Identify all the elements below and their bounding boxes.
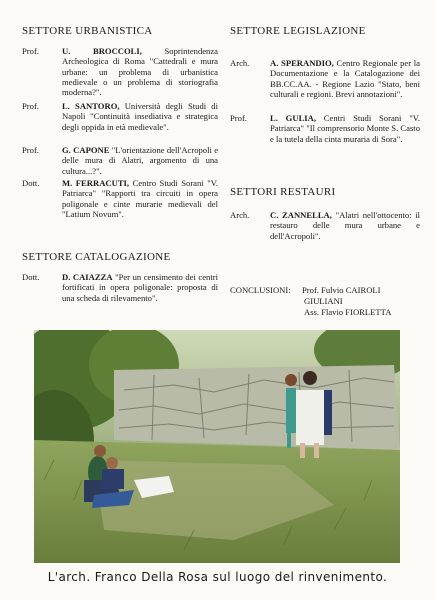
entry-name: A. SPERANDIO, [270, 58, 334, 68]
entry-broccoli [22, 46, 218, 97]
entry-text: "Per un censimento dei centri fortificati in opera poligonale: proposta di una scheda di rilevamento". [62, 272, 218, 303]
entry-role: Dott. [22, 178, 40, 188]
entry-name: M. FERRACUTI, [62, 178, 130, 188]
conclusioni-name-2: Ass. Flavio FIORLETTA [304, 307, 392, 317]
entry-text: Centro Studi Sorani "V. Patriarca" "Rapporti tra circuiti in opera poligonale e cinte murarie medievali del "Latium Novum". [62, 178, 218, 219]
entry-zannella [230, 210, 420, 241]
conclusioni-label: CONCLUSIONI: [230, 285, 291, 295]
entry-text: Centro Regionale per la Documentazione e la Catalogazione dei BB.CC.AA. - Regione Lazio "Stato, beni culturali e regioni. Brevi annotazioni". [270, 58, 420, 99]
heading-legislazione: SETTORE LEGISLAZIONE [230, 25, 366, 37]
entry-role: Prof. [230, 113, 247, 123]
site-photo [34, 330, 400, 563]
entry-text: "L'orientazione dell'Acropoli e delle mura di Alatri, argomento di una cultura...?". [62, 145, 219, 176]
entry-role: Dott. [22, 272, 40, 282]
entry-role: Prof. [22, 101, 39, 111]
entry-role: Arch. [230, 210, 250, 220]
entry-caiazza [22, 272, 218, 303]
entry-role: Prof. [22, 145, 39, 155]
entry-capone [22, 145, 218, 176]
heading-restauri: SETTORI RESTAURI [230, 186, 336, 198]
entry-text: "Alatri nell'ottocento: il restauro delle mura urbane e dell'Acropoli". [270, 210, 420, 241]
conclusioni-name-1b: GIULIANI [304, 296, 343, 306]
entry-santoro [22, 101, 218, 132]
entry-name: U. BROCCOLI, [62, 46, 142, 56]
entry-gulia [230, 113, 420, 144]
entry-name: L. SANTORO, [62, 101, 120, 111]
heading-catalogazione: SETTORE CATALOGAZIONE [22, 251, 171, 263]
conclusioni-name-1: Prof. Fulvio CAIROLI [302, 285, 381, 295]
entry-role: Arch. [230, 58, 250, 68]
conclusioni-block [230, 285, 391, 318]
entry-name: C. ZANNELLA, [270, 210, 332, 220]
entry-ferracuti [22, 178, 218, 219]
entry-role: Prof. [22, 46, 39, 56]
entry-sperandio [230, 58, 420, 99]
entry-text: Centri Studi Sorani "V. Patriarca" "Il comprensorio Monte S. Casto e la tutela della cinta muraria di Sora". [270, 113, 420, 144]
entry-name: G. CAPONE [62, 145, 110, 155]
entry-text: Università degli Studi di Napoli "Continuità insediativa e strategica degli oppida in età medievale". [62, 101, 218, 132]
entry-name: D. CAIAZZA [62, 272, 113, 282]
heading-urbanistica: SETTORE URBANISTICA [22, 25, 153, 37]
photo-caption: L'arch. Franco Della Rosa sul luogo del rinvenimento. [47, 570, 388, 584]
entry-text: Soprintendenza Archeologica di Roma "Cattedrali e mura urbane: un problema di urbanistica medievale o un problema di storiografia moderna?". [62, 46, 218, 98]
entry-name: L. GULIA, [270, 113, 316, 123]
